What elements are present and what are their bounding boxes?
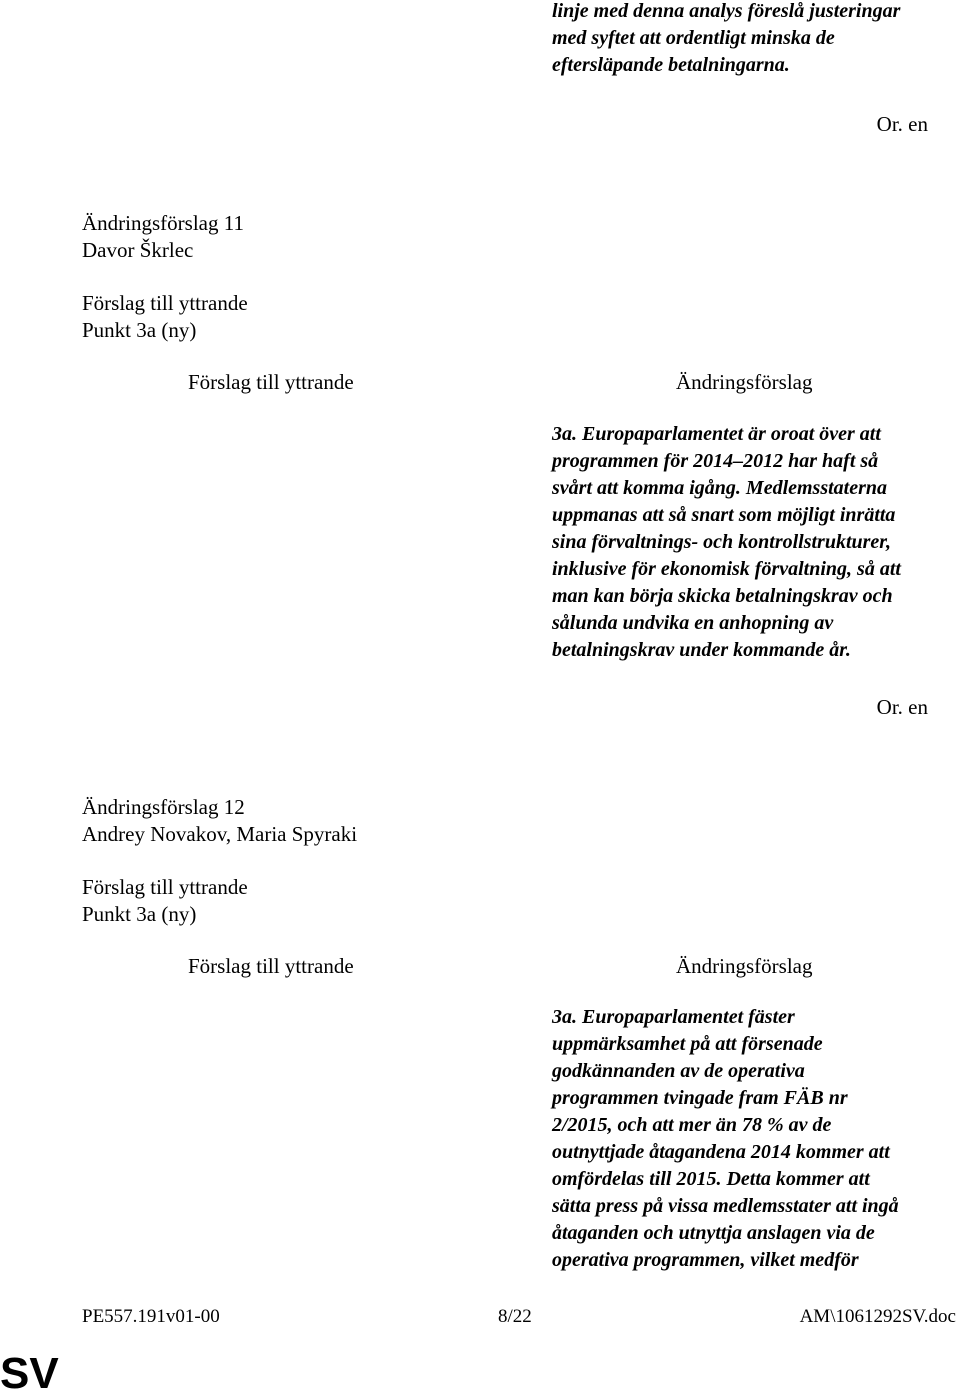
column-header-left: Förslag till yttrande [188, 370, 354, 394]
footer-doc-ref: PE557.191v01-00 [82, 1306, 220, 1327]
amendment-12-header [82, 794, 357, 848]
amendment-11-reference [82, 290, 248, 344]
continuation-text: linje med denna analys föreslå justeringar med syftet att ordentligt minska de eftersläpande betalningarna. [552, 0, 901, 76]
language-code: SV [0, 1349, 59, 1398]
reference-title: Förslag till yttrande [82, 875, 248, 899]
footer-page-number: 8/22 [498, 1306, 532, 1327]
original-language-note: Or. en [876, 695, 928, 719]
column-header-right: Ändringsförslag [676, 370, 813, 394]
amendment-11-header [82, 210, 244, 264]
amendment-text: 3a. Europaparlamentet är oroat över att programmen för 2014–2012 har haft så svårt att komma igång. Medlemsstaterna uppmanas att så snart som möjligt inrätta sina förvaltnings- och kontrollstrukturer, inklusive för ekonomisk förvaltning, så att man kan börja skicka betalningskrav och sålunda undvika en anhopning av betalningskrav under kommande år. [552, 423, 901, 661]
amendment-text: 3a. Europaparlamentet fäster uppmärksamhet på att försenade godkännanden av de operativa programmen tvingade fram FÄB nr 2/2015, och att mer än 78 % av de outnyttjade åtagandena 2014 kommer att omfördelas till 2015. Detta kommer att sätta press på vissa medlemsstater att ingå åtaganden och utnyttja anslagen via de operativa programmen, vilket medför [552, 1006, 899, 1271]
footer-file-name: AM\1061292SV.doc [799, 1306, 956, 1327]
original-language-note: Or. en [876, 112, 928, 136]
amendment-author: Andrey Novakov, Maria Spyraki [82, 822, 358, 846]
amendment-author: Davor Škrlec [82, 238, 194, 262]
amendment-number: Ändringsförslag 12 [82, 795, 245, 819]
amendment-number: Ändringsförslag 11 [82, 211, 244, 235]
reference-title: Förslag till yttrande [82, 291, 248, 315]
amendment-12-reference [82, 874, 248, 928]
reference-point: Punkt 3a (ny) [82, 318, 197, 342]
column-header-right: Ändringsförslag [676, 954, 813, 978]
column-header-left: Förslag till yttrande [188, 954, 354, 978]
reference-point: Punkt 3a (ny) [82, 902, 197, 926]
